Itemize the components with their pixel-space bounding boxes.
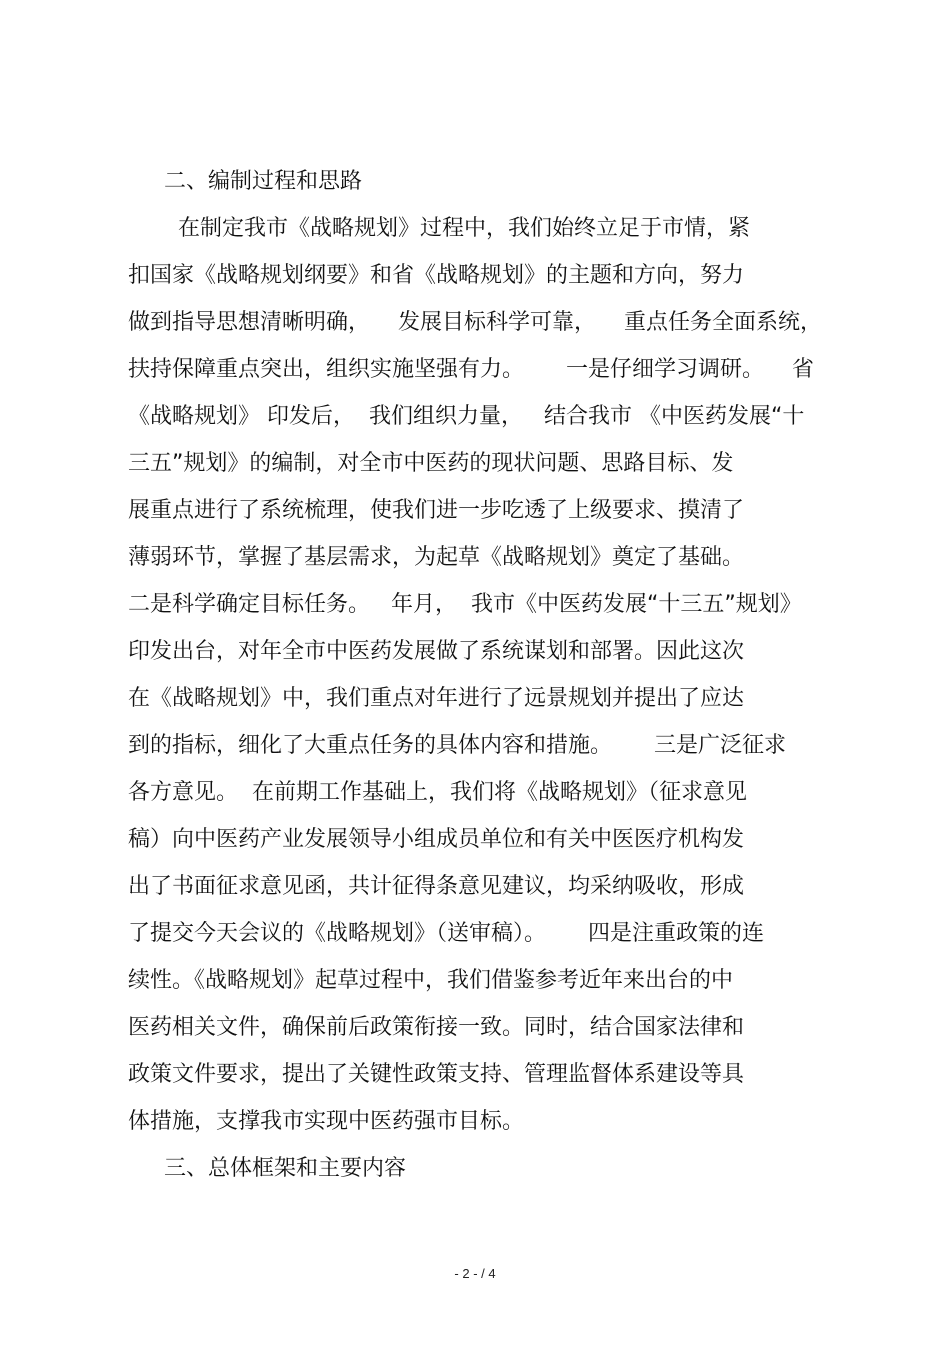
paragraph-line: 稿）向中医药产业发展领导小组成员单位和有关中医医疗机构发 xyxy=(128,827,745,852)
paragraph-line: 扣国家《战略规划纲要》和省《战略规划》的主题和方向，努力 xyxy=(128,263,745,288)
paragraph-line: 在《战略规划》中，我们重点对年进行了远景规划并提出了应达 xyxy=(128,686,745,711)
section-heading-2: 二、编制过程和思路 xyxy=(164,169,363,194)
paragraph-line: 续性。《战略规划》起草过程中，我们借鉴参考近年来出台的中 xyxy=(128,968,734,993)
paragraph-line: 在制定我市《战略规划》过程中，我们始终立足于市情，紧 xyxy=(178,216,751,241)
paragraph-line: 了提交今天会议的《战略规划》（送审稿）。 四是注重政策的连 xyxy=(128,921,764,946)
paragraph-line: 医药相关文件，确保前后政策衔接一致。同时，结合国家法律和 xyxy=(128,1015,745,1040)
paragraph-line: 二是科学确定目标任务。 年月， 我市《中医药发展“十三五”规划》 xyxy=(128,592,802,617)
paragraph-line: 三五”规划》的编制，对全市中医药的现状问题、思路目标、发 xyxy=(128,451,734,476)
section-heading-3: 三、总体框架和主要内容 xyxy=(164,1156,407,1181)
paragraph-line: 展重点进行了系统梳理，使我们进一步吃透了上级要求、摸清了 xyxy=(128,498,745,523)
paragraph-line: 《战略规划》 印发后， 我们组织力量， 结合我市 《中医药发展“十 xyxy=(128,404,805,429)
paragraph-line: 各方意见。 在前期工作基础上，我们将《战略规划》（征求意见 xyxy=(128,780,747,805)
paragraph-line: 做到指导思想清晰明确， 发展目标科学可靠， 重点任务全面系统， xyxy=(128,310,822,335)
paragraph-line: 扶持保障重点突出，组织实施坚强有力。 一是仔细学习调研。 省 xyxy=(128,357,814,382)
paragraph-line: 体措施，支撑我市实现中医药强市目标。 xyxy=(128,1109,525,1134)
paragraph-line: 政策文件要求，提出了关键性政策支持、管理监督体系建设等具 xyxy=(128,1062,745,1087)
page-number: - 2 - / 4 xyxy=(454,1266,496,1281)
paragraph-line: 薄弱环节，掌握了基层需求，为起草《战略规划》奠定了基础。 xyxy=(128,545,745,570)
paragraph-line: 印发出台，对年全市中医药发展做了系统谋划和部署。因此这次 xyxy=(128,639,745,664)
paragraph-line: 出了书面征求意见函，共计征得条意见建议，均采纳吸收，形成 xyxy=(128,874,745,899)
paragraph-line: 到的指标，细化了大重点任务的具体内容和措施。 三是广泛征求 xyxy=(128,733,786,758)
